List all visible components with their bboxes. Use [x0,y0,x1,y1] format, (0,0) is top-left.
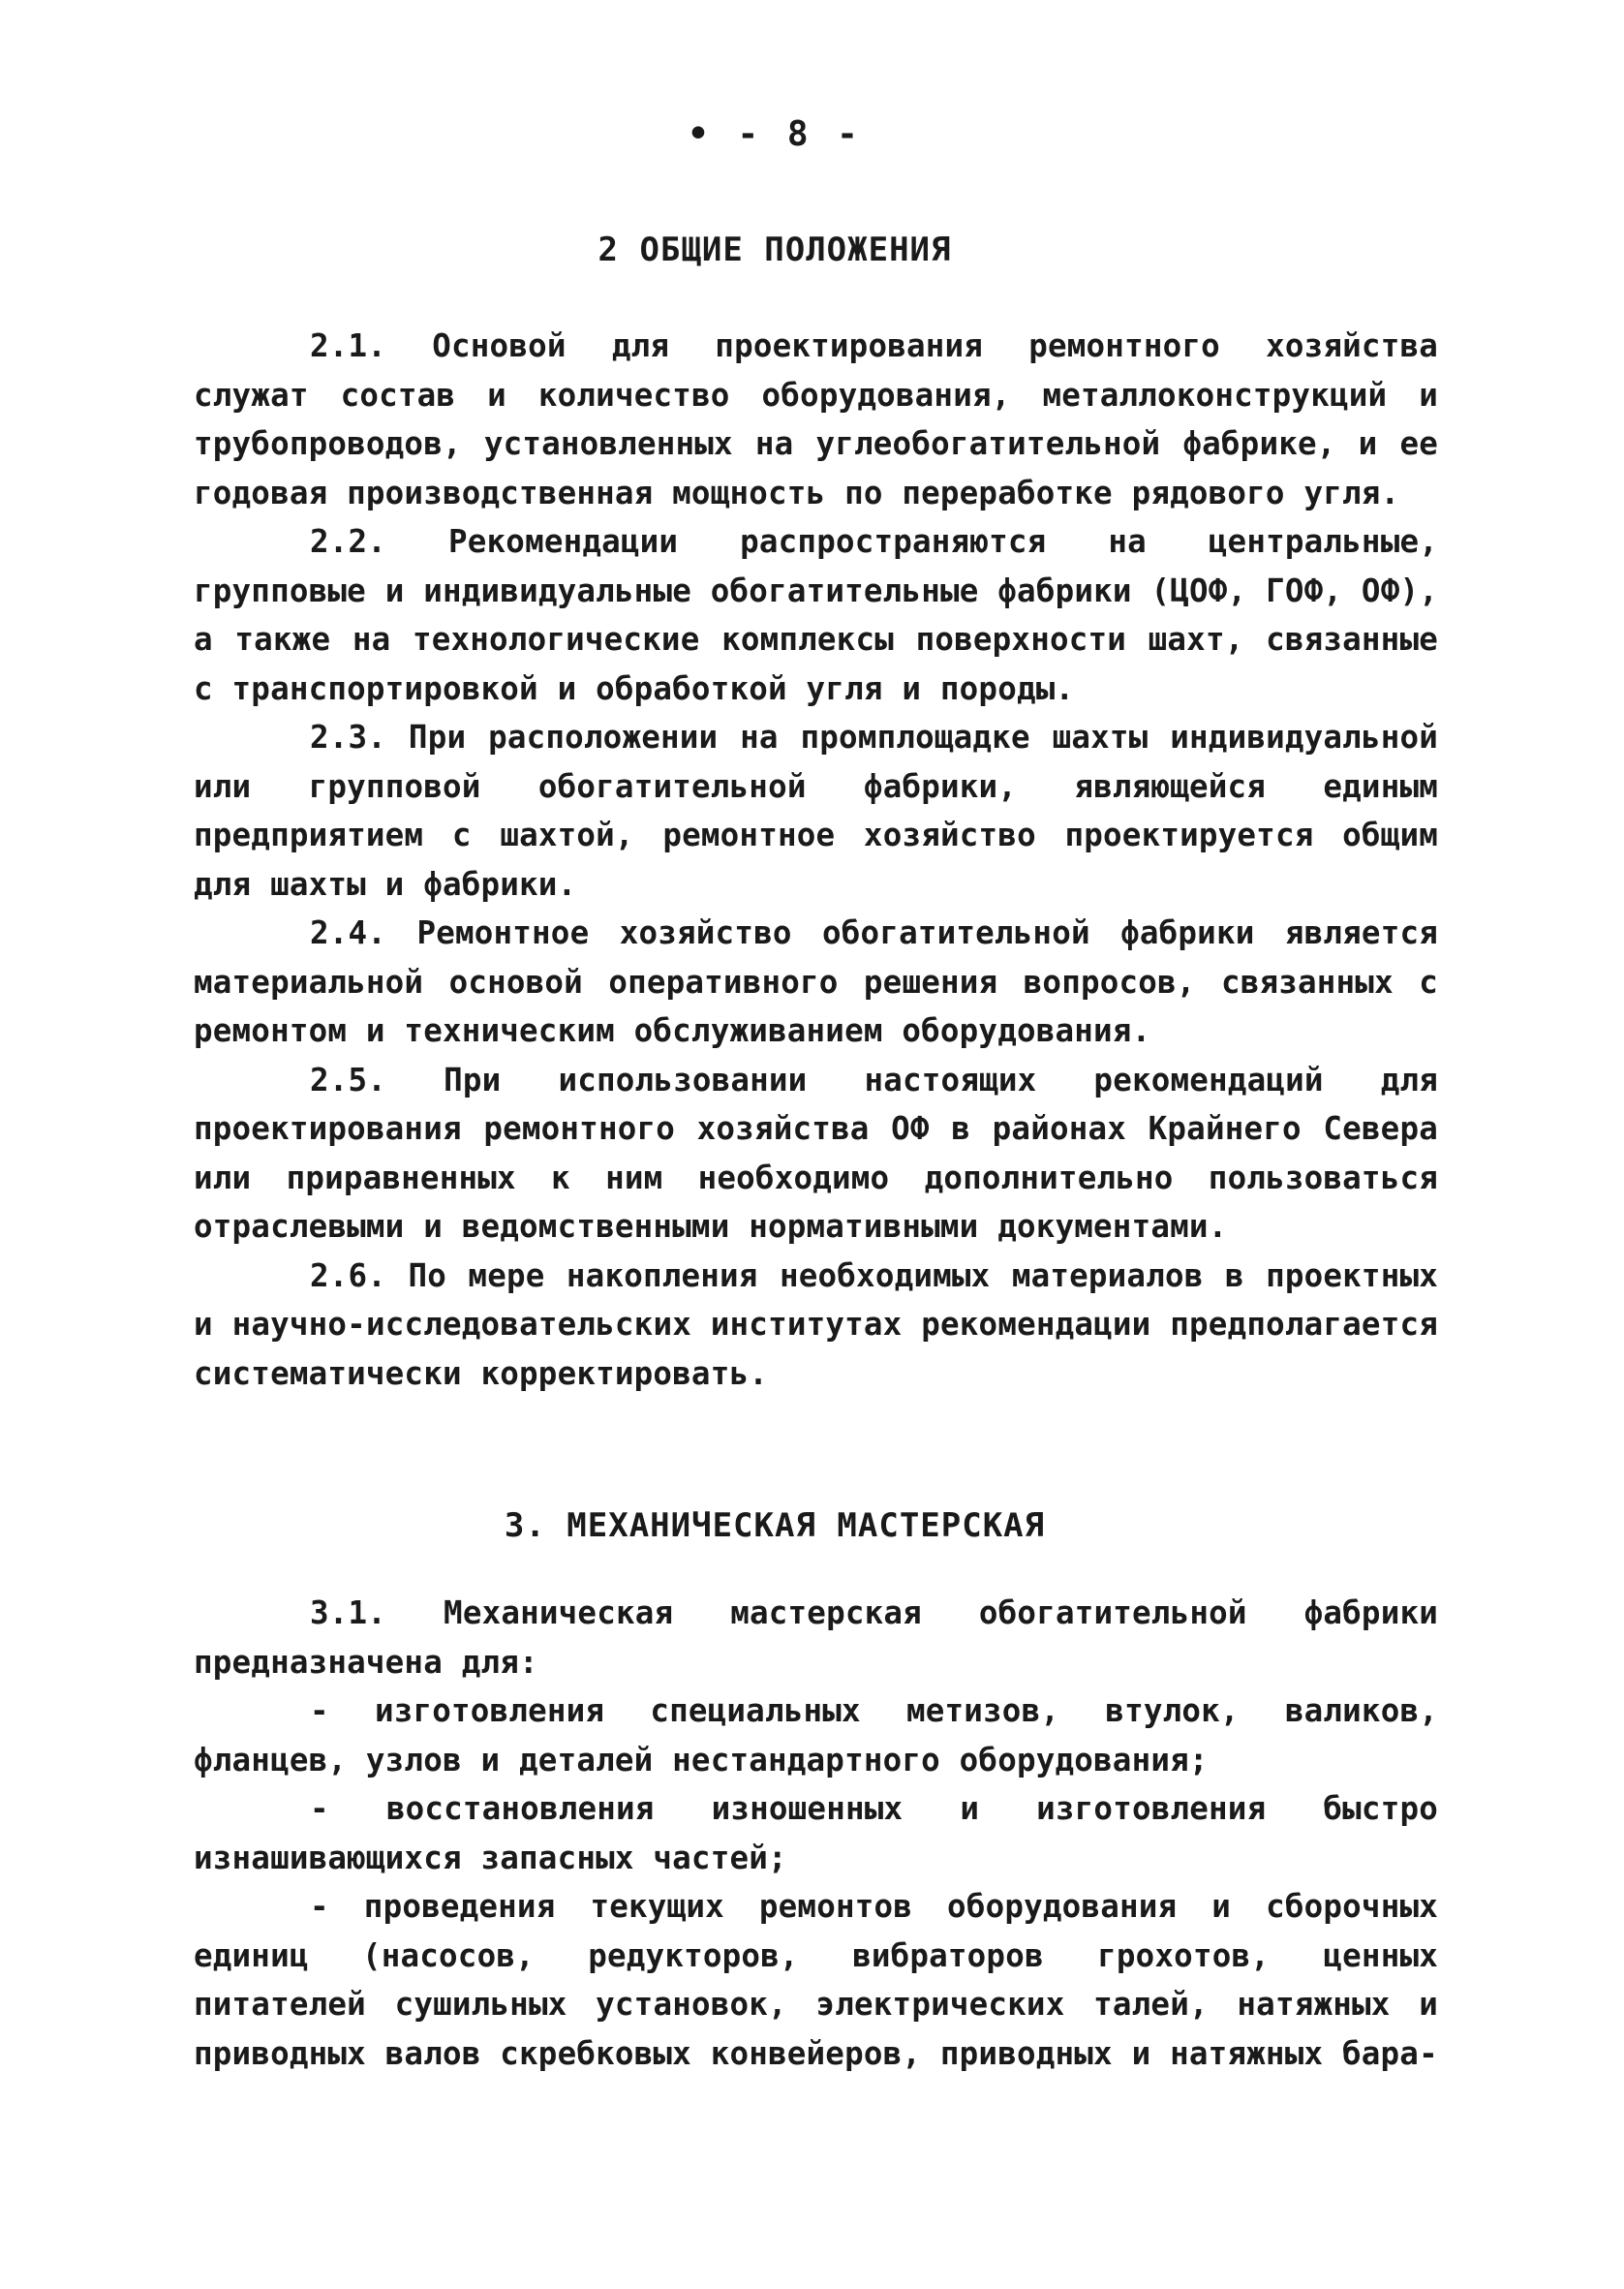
list-item-repairs: - проведения текущих ремонтов оборудования и сборочных единиц (насосов, редукторов, вибраторов грохотов, ценных питателей сушильных установок, электрических талей, натяжных и приводных валов скребковых конвейеров, приводных и натяжных бара- [194,1888,1438,2072]
paragraph-2-4: 2.4. Ремонтное хозяйство обогатительной фабрики является материальной основой оперативного решения вопросов, связанных с ремонтом и техническим обслуживанием оборудования. [194,914,1438,1049]
list-item-restoration: - восстановления изношенных и изготовления быстро изнашивающихся запасных частей; [194,1790,1438,1876]
paragraph-2-6: 2.6. По мере накопления необходимых материалов в проектных и научно-исследовательских институтах рекомендации предполагается систематически корректировать. [194,1256,1438,1392]
paragraph-2-5: 2.5. При использовании настоящих рекомендаций для проектирования ремонтного хозяйства ОФ в районах Крайнего Севера или приравненных к ним необходимо дополнительно пользоваться отраслевыми и ведомственными нормативными документами. [194,1061,1438,1245]
list-item-metizy: - изготовления специальных метизов, втулок, валиков, фланцев, узлов и деталей нестандартного оборудования; [194,1692,1438,1779]
section-3-body [194,1589,1438,2078]
section-2-body [194,322,1438,1398]
paragraph-3-1: 3.1. Механическая мастерская обогатительной фабрики предназначена для: [194,1594,1438,1681]
paragraph-2-1: 2.1. Основой для проектирования ремонтного хозяйства служат состав и количество оборудования, металлоконструкций и трубопроводов, установленных на углеобогатительной фабрике, и ее годовая производственная мощность по переработке рядового угля. [194,327,1438,511]
page-number: • - 8 - [688,114,862,154]
paragraph-2-2: 2.2. Рекомендации распространяются на центральные, групповые и индивидуальные обогатительные фабрики (ЦОФ, ГОФ, ОФ), а также на технологические комплексы поверхности шахт, связанные с транспортировкой и обработкой угля и породы. [194,523,1438,707]
section-3-heading: 3. МЕХАНИЧЕСКАЯ МАСТЕРСКАЯ [504,1506,1046,1545]
paragraph-2-3: 2.3. При расположении на промплощадке шахты индивидуальной или групповой обогатительной фабрики, являющейся единым предприятием с шахтой, ремонтное хозяйство проектируется общим для шахты и фабрики. [194,719,1438,903]
section-2-heading: 2 ОБЩИЕ ПОЛОЖЕНИЯ [598,231,952,269]
